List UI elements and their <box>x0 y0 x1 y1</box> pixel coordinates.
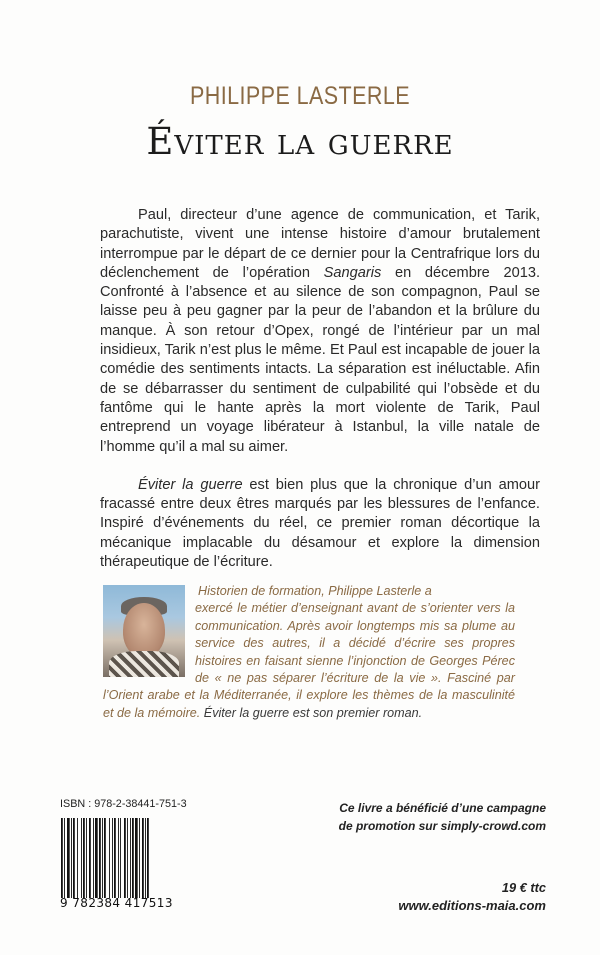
publisher-website: www.editions-maia.com <box>398 898 546 913</box>
bio-first-line: Historien de formation, Philippe Lasterle a <box>198 584 432 598</box>
barcode-digits: 9 782384 417513 <box>60 896 173 910</box>
promo-line-2: de promotion sur simply-crowd.com <box>338 818 546 833</box>
promotion-note <box>339 800 546 835</box>
book-title: Éviter la guerre <box>146 120 454 163</box>
synopsis-text: Paul, directeur d’une agence de communication, et Tarik, parachutiste, vivent une intense histoire d’amour brutalement interrompue par le départ de ce dernier pour la Centrafrique lors du déclenchement de l’opération <box>100 207 540 281</box>
synopsis-text: est bien plus que la chronique d’un amour fracassé entre deux êtres marqués par les blessures de l’enfance. Inspiré d’événements du réel, ce premier roman décortique la mécanique implacable du désamour et explore la dimension thérapeutique de l’écriture. <box>100 476 540 571</box>
promo-line-1: Ce livre a bénéficié d’une campagne <box>339 801 546 815</box>
synopsis-text: en décembre 2013. Confronté à l’absence et au silence de son compagnon, Paul se laisse peu à peu gagner par la peur de l’abandon et la brûlure du manque. À son retour d’Opex, rongé de l’intérieur par un mal insidieux, Tarik n’est plus le même. Et Paul est incapable de jouer la comédie des sentiments intacts. La séparation est inéluctable. Afin de se débarrasser du sentiment de culpabilité qui l’obsède et du fantôme qui le hante après la mort violente de Tarik, Paul entreprend un voyage libérateur à Istanbul, la ville natale de l’homme qu’il a mal su aimer. <box>100 264 541 455</box>
bio-text: exercé le métier d’enseignant avant de s’orienter vers la communication. Après avoir longtemps mis sa plume au service des autres, il a décidé d’écrire ses propres histoires en faisant sienne l’injonction de Georges Pérec de « ne pas séparer l’écriture de la vie ». Fasciné par l’Orient arabe et la Méditerranée, il explore les thèmes de la masculinité et de la mémoire. <box>103 601 515 720</box>
price: 19 € ttc <box>501 880 546 895</box>
synopsis-paragraph-1 <box>100 206 540 457</box>
barcode <box>60 818 178 898</box>
synopsis <box>100 206 540 591</box>
isbn: ISBN : 978-2-38441-751-3 <box>60 798 187 810</box>
bio-closing: Éviter la guerre est son premier roman. <box>200 705 423 720</box>
title-reference: Éviter la guerre <box>138 476 243 493</box>
operation-name: Sangaris <box>323 264 382 281</box>
author-name: PHILIPPE LASTERLE <box>189 82 410 110</box>
author-photo <box>103 585 185 677</box>
author-bio-block <box>103 583 515 722</box>
synopsis-paragraph-2 <box>100 476 540 572</box>
